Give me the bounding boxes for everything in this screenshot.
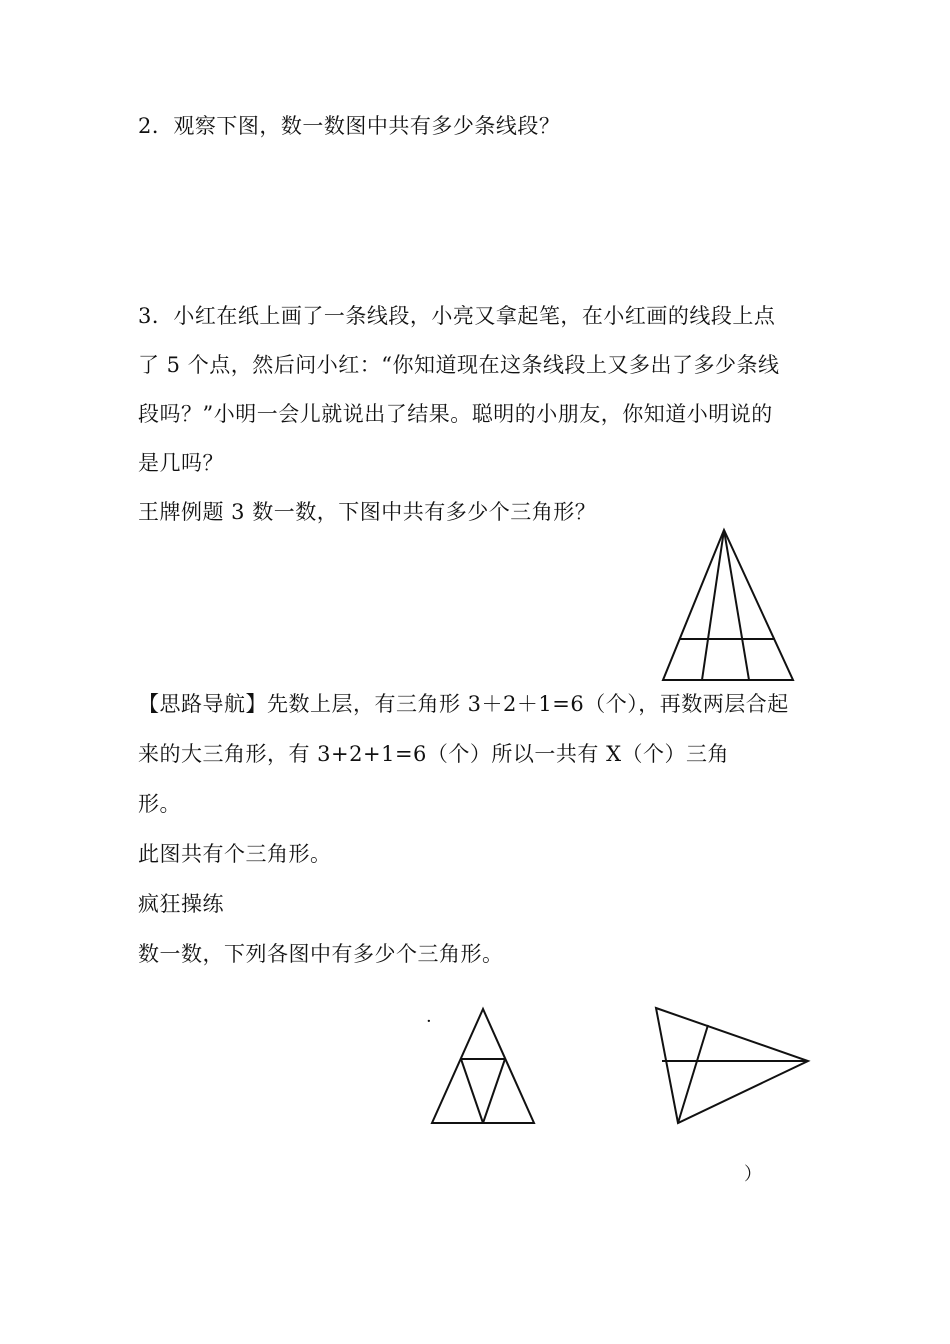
- problem-3-line-2: 了 5 个点，然后问小红：“你知道现在这条线段上又多出了多少条线: [138, 353, 780, 377]
- inner-left: [461, 1059, 483, 1123]
- solution-line-3: 形。: [138, 792, 181, 816]
- problem-2-text: 2．观察下图，数一数图中共有多少条线段？: [138, 114, 561, 138]
- inner-slant: [678, 1025, 708, 1123]
- example-3-title: 王牌例题 3 数一数，下图中共有多少个三角形？: [138, 500, 597, 524]
- solution-answer: 此图共有个三角形。: [138, 842, 332, 866]
- solution-line-2: 来的大三角形，有 3+2+1=6（个）所以一共有 X（个）三角: [138, 742, 730, 766]
- inner-line-right: [724, 530, 749, 680]
- practice-triangle-figure-1: [428, 1005, 540, 1131]
- example-3-triangle-figure: [655, 525, 800, 689]
- practice-heading: 疯狂操练: [138, 892, 224, 916]
- practice-triangle-figure-2: [648, 1003, 814, 1133]
- inner-right: [483, 1059, 505, 1123]
- problem-3-line-1: 3．小红在纸上画了一条线段，小亮又拿起笔，在小红画的线段上点: [138, 304, 776, 328]
- problem-3-line-4: 是几吗？: [138, 451, 224, 475]
- stray-paren: ）: [744, 1164, 762, 1185]
- outer-triangle: [432, 1009, 534, 1123]
- practice-prompt: 数一数，下列各图中有多少个三角形。: [138, 942, 504, 966]
- solution-line-1: 【思路导航】先数上层，有三角形 3＋2＋1=6（个），再数两层合起: [138, 692, 789, 716]
- stray-dot: ·: [426, 1011, 432, 1032]
- inner-line-left: [702, 530, 724, 680]
- outer-triangle: [656, 1008, 808, 1123]
- problem-3-line-3: 段吗？”小明一会儿就说出了结果。聪明的小朋友，你知道小明说的: [138, 402, 773, 426]
